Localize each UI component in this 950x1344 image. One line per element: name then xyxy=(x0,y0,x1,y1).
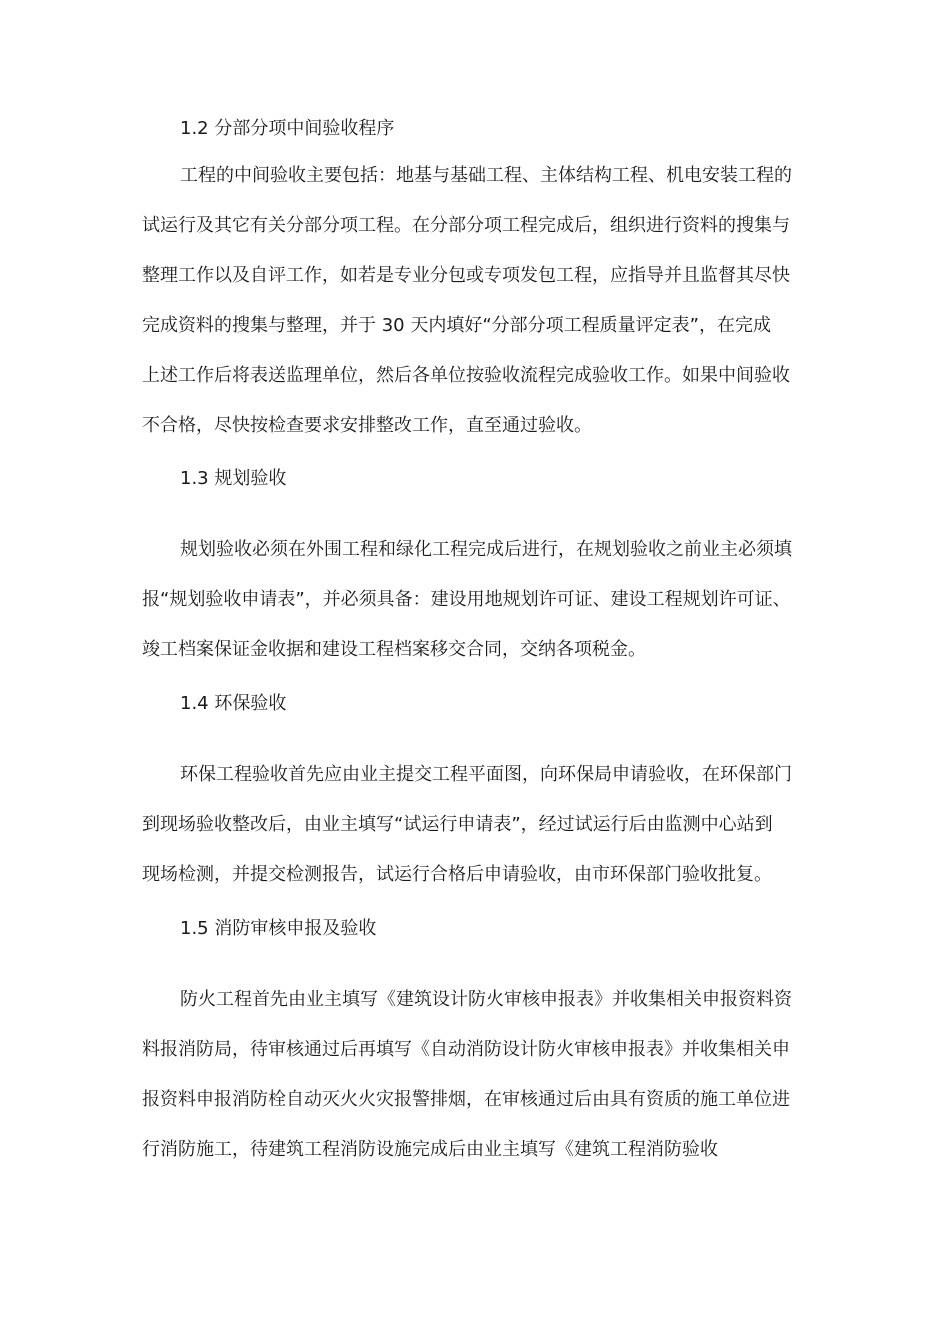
paragraph-line: 现场检测，并提交检测报告，试运行合格后申请验收，由市环保部门验收批复。 xyxy=(142,864,772,885)
paragraph-1-3 xyxy=(142,538,842,688)
paragraph-line: 到现场验收整改后，由业主填写“试运行申请表”，经过试运行后由监测中心站到 xyxy=(142,814,773,835)
paragraph-line: 工程的中间验收主要包括：地基与基础工程、主体结构工程、机电安装工程的 xyxy=(180,165,792,186)
paragraph-line: 环保工程验收首先应由业主提交工程平面图，向环保局申请验收，在环保部门 xyxy=(180,764,792,785)
paragraph-line: 行消防施工，待建筑工程消防设施完成后由业主填写《建筑工程消防验收 xyxy=(142,1139,718,1160)
paragraph-line: 试运行及其它有关分部分项工程。在分部分项工程完成后，组织进行资料的搜集与 xyxy=(142,215,790,236)
paragraph-line: 整理工作以及自评工作，如若是专业分包或专项发包工程，应指导并且监督其尽快 xyxy=(142,265,790,286)
section-heading-1-2: 1.2 分部分项中间验收程序 xyxy=(180,118,395,139)
paragraph-line: 料报消防局，待审核通过后再填写《自动消防设计防火审核申报表》并收集相关申 xyxy=(142,1039,790,1060)
paragraph-line: 规划验收必须在外围工程和绿化工程完成后进行，在规划验收之前业主必须填 xyxy=(180,539,792,560)
paragraph-line: 报“规划验收申请表”，并必须具备：建设用地规划许可证、建设工程规划许可证、 xyxy=(142,589,791,610)
paragraph-line: 防火工程首先由业主填写《建筑设计防火审核申报表》并收集相关申报资料资 xyxy=(180,989,792,1010)
section-heading-1-3: 1.3 规划验收 xyxy=(180,468,287,489)
paragraph-1-4 xyxy=(142,763,842,913)
paragraph-line: 完成资料的搜集与整理，并于 30 天内填好“分部分项工程质量评定表”，在完成 xyxy=(142,315,771,336)
paragraph-line: 竣工档案保证金收据和建设工程档案移交合同，交纳各项税金。 xyxy=(142,639,646,660)
paragraph-line: 不合格，尽快按检查要求安排整改工作，直至通过验收。 xyxy=(142,415,592,436)
section-heading-1-4: 1.4 环保验收 xyxy=(180,693,287,714)
section-heading-1-5: 1.5 消防审核申报及验收 xyxy=(180,918,377,939)
paragraph-1-5 xyxy=(142,988,842,1188)
paragraph-line: 上述工作后将表送监理单位，然后各单位按验收流程完成验收工作。如果中间验收 xyxy=(142,365,790,386)
paragraph-1-2 xyxy=(142,164,842,464)
paragraph-line: 报资料申报消防栓自动灭火火灾报警排烟，在审核通过后由具有资质的施工单位进 xyxy=(142,1089,790,1110)
